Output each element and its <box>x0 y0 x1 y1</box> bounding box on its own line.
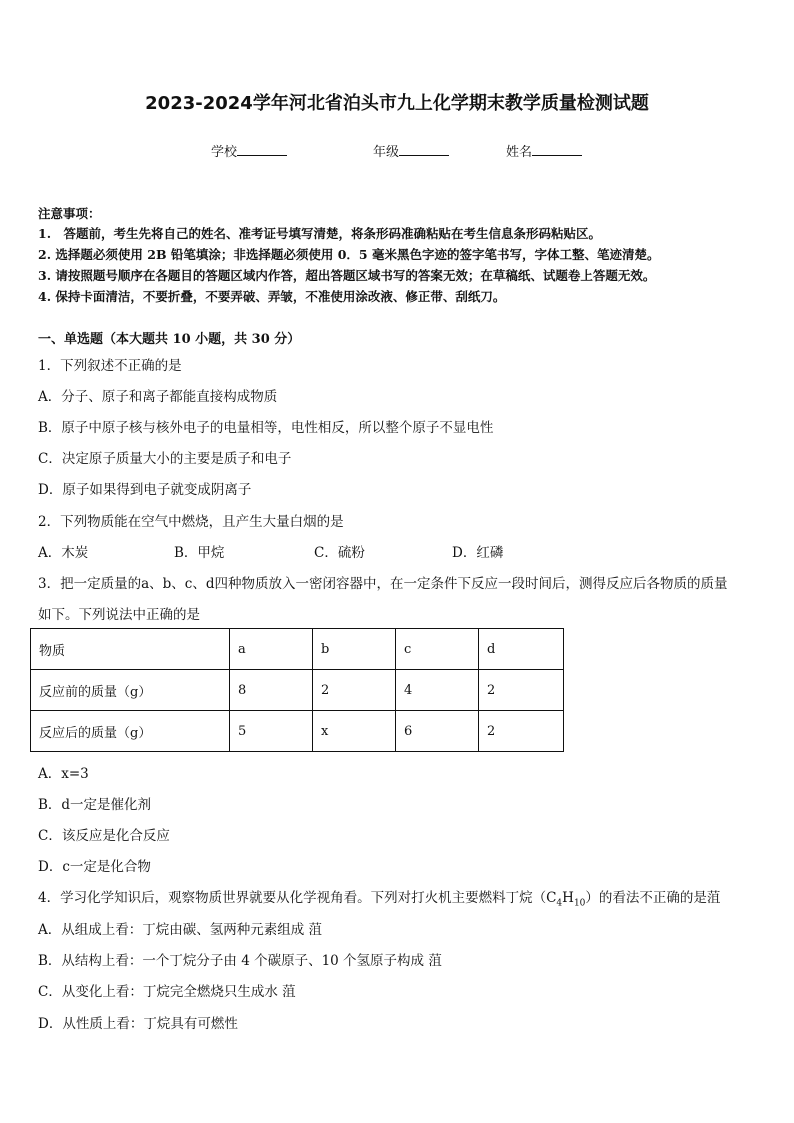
grade-blank <box>399 143 449 156</box>
q4-option-c: C．从变化上看：丁烷完全燃烧只生成水 菹 <box>38 984 296 1000</box>
table-cell: 8 <box>230 670 313 711</box>
note-item: 1. 答题前，考生先将自己的姓名、准考证号填写清楚，将条形码准确粘贴在考生信息条形码粘贴区。 <box>38 226 602 241</box>
section-heading: 一、单选题（本大题共 10 小题，共 30 分） <box>38 332 301 347</box>
q2-option-d: D．红磷 <box>452 545 504 561</box>
notes-heading: 注意事项： <box>38 206 101 221</box>
table-row <box>31 670 564 711</box>
q2-option-c: C．硫粉 <box>314 545 365 561</box>
note-item: 2. 选择题必须使用 2B 铅笔填涂；非选择题必须使用 0．5 毫米黑色字迹的签字笔书写，字体工整、笔迹清楚。 <box>38 247 660 262</box>
school-label: 学校 <box>211 145 238 160</box>
q3-stem-line1: 3．把一定质量的a、b、c、d四种物质放入一密闭容器中，在一定条件下反应一段时间后，测得反应后各物质的质量 <box>38 576 728 592</box>
q1-stem: 1．下列叙述不正确的是 <box>38 358 182 374</box>
school-blank <box>237 143 287 156</box>
q4-option-a: A．从组成上看：丁烷由碳、氢两种元素组成 菹 <box>38 922 323 938</box>
page-title: 2023-2024学年河北省泊头市九上化学期末教学质量检测试题 <box>145 93 649 114</box>
table-cell: b <box>313 629 396 670</box>
q4-sub-hydrogen: 10 <box>573 898 586 909</box>
q1-option-b: B．原子中原子核与核外电子的电量相等，电性相反，所以整个原子不显电性 <box>38 420 494 436</box>
table-cell: d <box>479 629 564 670</box>
note-item: 3. 请按照题号顺序在各题目的答题区域内作答，超出答题区域书写的答案无效；在草稿纸、试题卷上答题无效。 <box>38 268 656 283</box>
table-cell: 4 <box>396 670 479 711</box>
table-cell: x <box>313 711 396 752</box>
table-cell: 反应后的质量（g） <box>31 711 230 752</box>
table-cell: 5 <box>230 711 313 752</box>
name-blank <box>532 143 582 156</box>
q1-option-d: D．原子如果得到电子就变成阴离子 <box>38 482 252 498</box>
name-label: 姓名 <box>506 145 533 160</box>
q4-stem-h: H <box>562 890 574 906</box>
table-cell: c <box>396 629 479 670</box>
grade-field <box>373 141 449 160</box>
table-cell: 物质 <box>31 629 230 670</box>
q2-stem: 2．下列物质能在空气中燃烧，且产生大量白烟的是 <box>38 514 344 530</box>
table-cell: 2 <box>313 670 396 711</box>
q1-option-a: A．分子、原子和离子都能直接构成物质 <box>38 389 278 405</box>
q2-option-b: B．甲烷 <box>174 545 225 561</box>
mass-table <box>30 628 564 752</box>
q4-stem-pre: 4．学习化学知识后，观察物质世界就要从化学视角看。下列对打火机主要燃料丁烷（C <box>38 890 557 906</box>
table-cell: a <box>230 629 313 670</box>
table-cell: 6 <box>396 711 479 752</box>
q2-option-a: A．木炭 <box>38 545 89 561</box>
q4-option-d: D．从性质上看：丁烷具有可燃性 <box>38 1016 238 1032</box>
q3-stem-line2: 如下。下列说法中正确的是 <box>38 607 200 623</box>
q3-option-d: D．c一定是化合物 <box>38 859 151 875</box>
note-item: 4. 保持卡面清洁，不要折叠，不要弄破、弄皱，不准使用涂改液、修正带、刮纸刀。 <box>38 289 506 304</box>
table-cell: 2 <box>479 670 564 711</box>
q3-option-c: C．该反应是化合反应 <box>38 828 170 844</box>
q4-option-b: B．从结构上看：一个丁烷分子由 4 个碳原子、10 个氢原子构成 菹 <box>38 953 442 969</box>
q4-stem <box>38 886 720 909</box>
q3-option-a: A．x=3 <box>38 766 89 782</box>
table-cell: 2 <box>479 711 564 752</box>
name-field <box>506 141 582 160</box>
table-header-row <box>31 629 564 670</box>
q3-option-b: B．d一定是催化剂 <box>38 797 152 813</box>
grade-label: 年级 <box>373 145 400 160</box>
table-row <box>31 711 564 752</box>
school-field <box>211 141 287 160</box>
table-cell: 反应前的质量（g） <box>31 670 230 711</box>
q4-sub-carbon: 4 <box>556 898 563 909</box>
q4-stem-post: ）的看法不正确的是菹 <box>585 890 721 906</box>
q1-option-c: C．决定原子质量大小的主要是质子和电子 <box>38 451 292 467</box>
